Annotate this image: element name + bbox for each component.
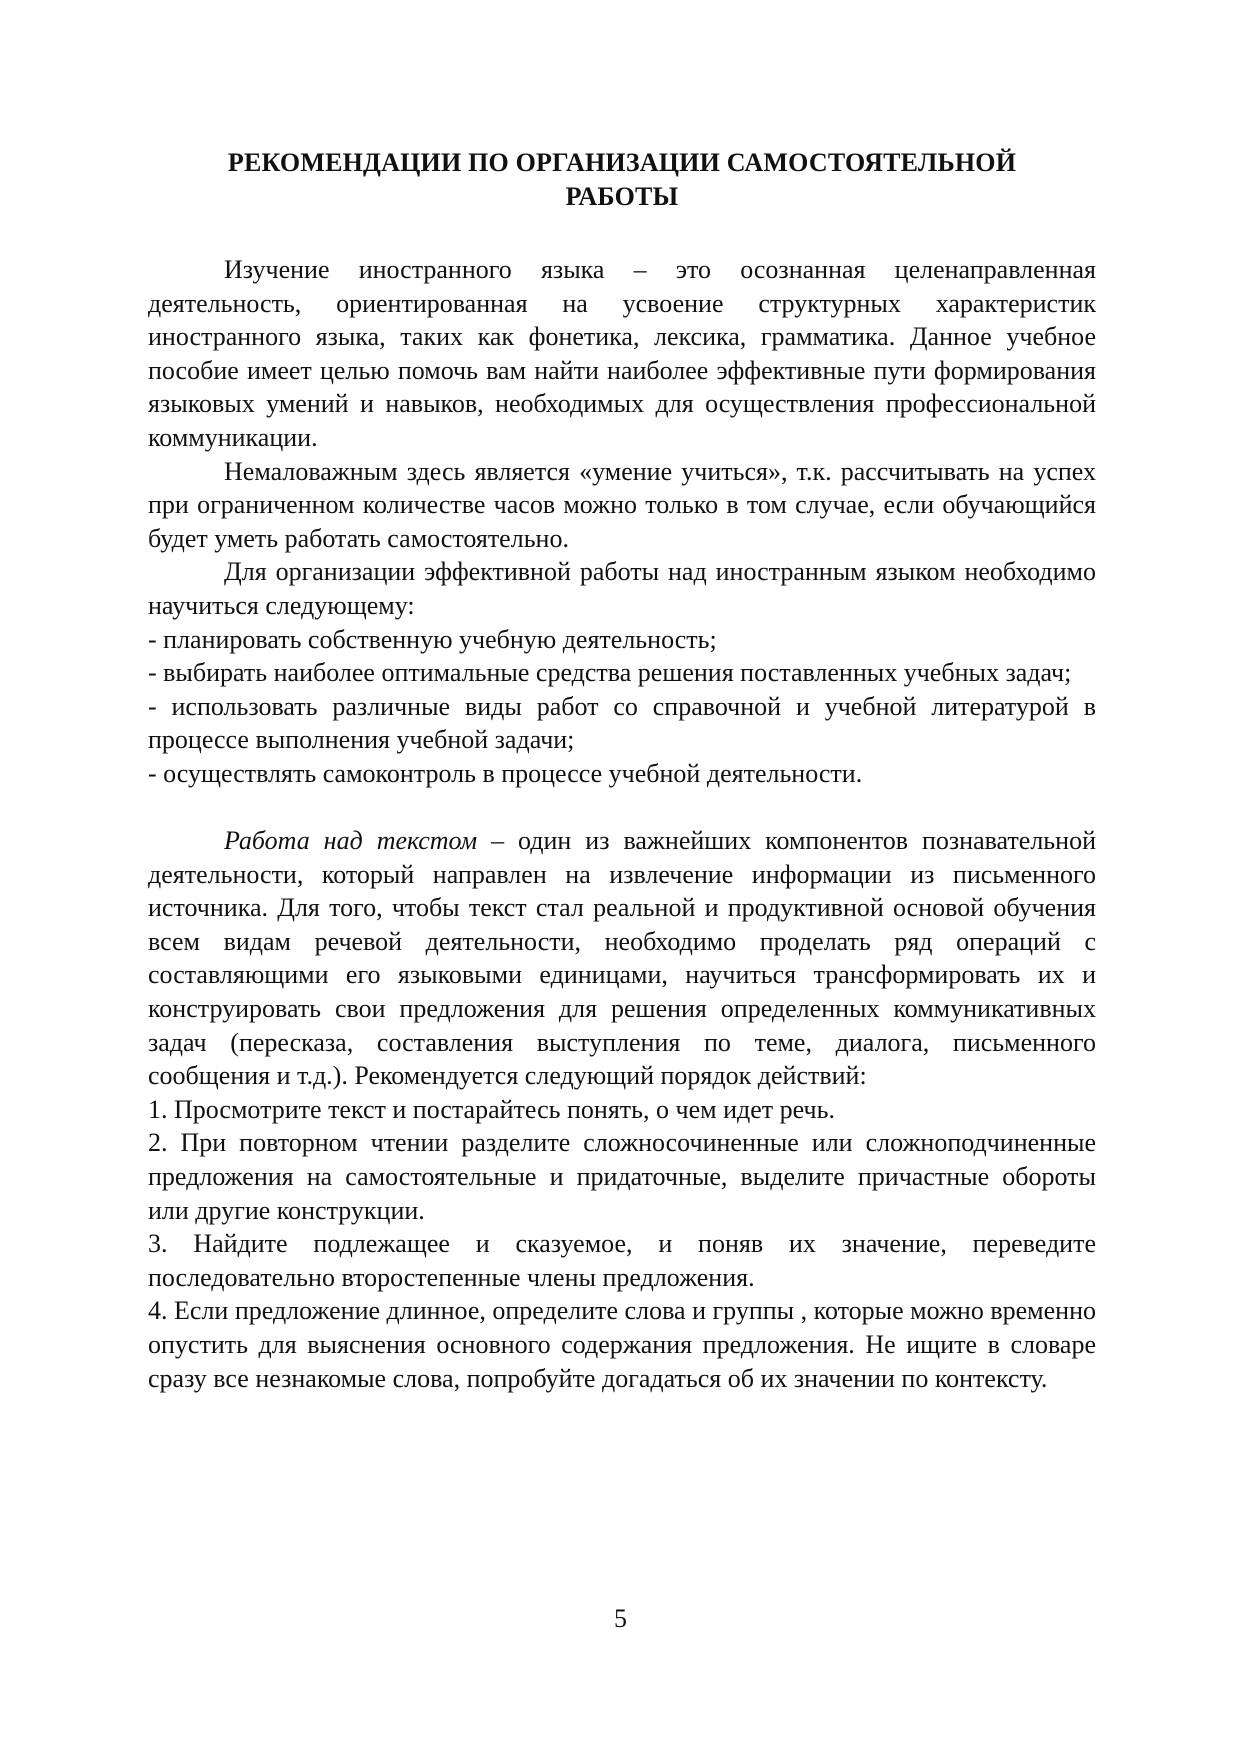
step-item-1: 1. Просмотрите текст и постарайтесь понять, о чем идет речь.	[148, 1094, 835, 1124]
skill-item-2: - выбирать наиболее оптимальные средства решения поставленных учебных задач;	[148, 658, 1072, 688]
intro-paragraph-1: Изучение иностранного языка – это осознанная целенаправленная деятельность, ориентированная на усвоение структурных характеристик иностранного языка, таких как фонетика, лексика, грамматика. Данное учебное пособие имеет целью помочь вам найти наиболее эффективные пути формирования языковых умений и навыков, необходимых для осуществления профессиональной коммуникации.	[148, 255, 1096, 452]
page-title	[148, 146, 1096, 214]
page-number: 5	[614, 1604, 627, 1633]
paragraph-gap	[148, 791, 1096, 825]
text-work-paragraph	[148, 824, 1096, 1093]
skill-item-1: - планировать собственную учебную деятельность;	[148, 624, 717, 654]
step-item-2: 2. При повторном чтении разделите сложносочиненные или сложноподчиненные предложения на самостоятельные и придаточные, выделите причастные обороты или другие конструкции.	[148, 1128, 1096, 1225]
skill-item-3: - использовать различные виды работ со справочной и учебной литературой в процессе выполнения учебной задачи;	[148, 691, 1096, 755]
step-item-3: 3. Найдите подлежащее и сказуемое, и поняв их значение, переведите последовательно второстепенные члены предложения.	[148, 1229, 1096, 1292]
text-work-body: – один из важнейших компонентов познавательной деятельности, который направлен на извлечение информации из письменного источника. Для того, чтобы текст стал реальной и продуктивной основой обучения всем видам речевой деятельности, необходимо проделать ряд операций с составляющими его языковыми единицами, научиться трансформировать их и конструировать свои предложения для решения определенных коммуникативных задач (пересказа, составления выступления по теме, диалога, письменного сообщения и т.д.). Рекомендуется следующий порядок действий:	[148, 826, 1096, 1091]
intro-paragraph-3: Для организации эффективной работы над иностранным языком необходимо научиться следующему:	[148, 557, 1096, 620]
text-work-term: Работа над текстом	[224, 826, 478, 856]
document-body	[148, 253, 1096, 1395]
title-line-1: РЕКОМЕНДАЦИИ ПО ОРГАНИЗАЦИИ САМОСТОЯТЕЛЬНОЙ	[227, 148, 1017, 177]
intro-paragraph-2: Немаловажным здесь является «умение учиться», т.к. рассчитывать на успех при ограниченном количестве часов можно только в том случае, если обучающийся будет уметь работать самостоятельно.	[148, 456, 1096, 553]
skill-item-4: - осуществлять самоконтроль в процессе учебной деятельности.	[148, 758, 863, 788]
title-line-2: РАБОТЫ	[565, 182, 679, 211]
step-item-4: 4. Если предложение длинное, определите слова и группы , которые можно временно опустить для выяснения основного содержания предложения. Не ищите в словаре сразу все незнакомые слова, попробуйте догадаться об их значении по контексту.	[148, 1296, 1096, 1393]
